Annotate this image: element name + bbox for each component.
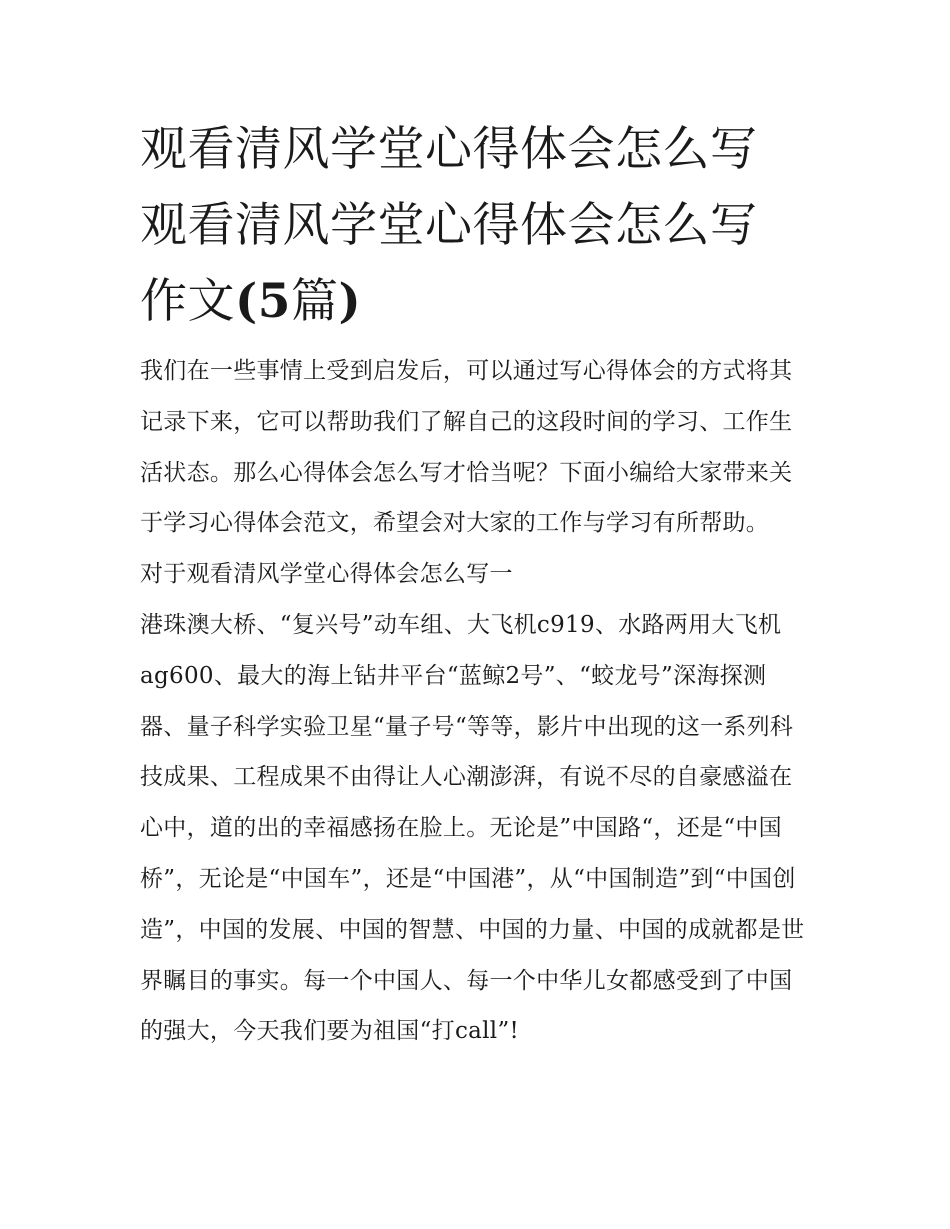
- title-line-3-mid: 篇: [290, 274, 339, 329]
- document-page: [140, 112, 812, 1057]
- body-paragraph: 港珠澳大桥、“复兴号”动车组、大飞机c919、水路两用大飞机ag600、最大的海上钻井平台“蓝鲸2号”、“蛟龙号”深海探测器、量子科学实验卫星“量子号“等等，影片中出现的这一系列科技成果、工程成果不由得让人心潮澎湃，有说不尽的自豪感溢在心中，道的出的幸福感扬在脸上。无论是”中国路“，还是“中国桥”，无论是“中国车”，还是“中国港”，从“中国制造”到“中国创造”，中国的发展、中国的智慧、中国的力量、中国的成就都是世界瞩目的事实。每一个中国人、每一个中华儿女都感受到了中国的强大，今天我们要为祖国“打call”!: [140, 611, 805, 1045]
- intro-paragraph: 我们在一些事情上受到启发后，可以通过写心得体会的方式将其记录下来，它可以帮助我们了解自己的这段时间的学习、工作生活状态。那么心得体会怎么写才恰当呢？下面小编给大家带来关于学习心得体会范文，希望会对大家的工作与学习有所帮助。: [140, 358, 793, 537]
- document-title: [140, 112, 812, 340]
- title-line-3-end: ): [338, 274, 362, 329]
- title-line-2: 观看清风学堂心得体会怎么写: [140, 198, 758, 253]
- title-line-3-prefix: 作文: [140, 274, 235, 329]
- title-line-3-number: (5: [235, 274, 291, 329]
- title-line-1: 观看清风学堂心得体会怎么写: [140, 122, 758, 177]
- section-heading: 对于观看清风学堂心得体会怎么写一: [140, 561, 513, 588]
